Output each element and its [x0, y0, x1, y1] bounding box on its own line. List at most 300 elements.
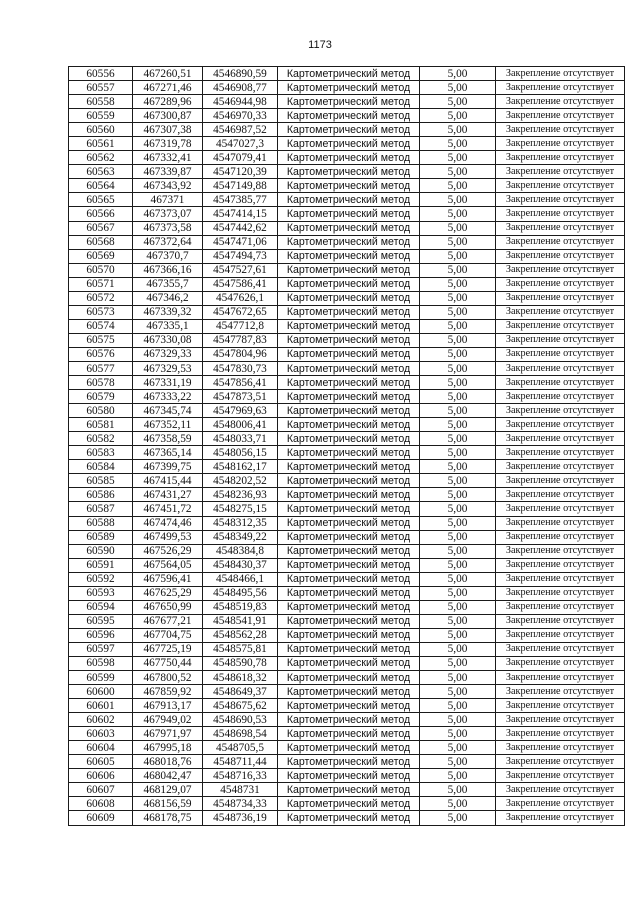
method-cell: Картометрический метод — [278, 109, 420, 123]
accuracy-cell: 5,00 — [420, 446, 496, 460]
x-coordinate-cell: 467913,17 — [133, 699, 203, 713]
fixing-cell: Закрепление отсутствует — [496, 319, 625, 333]
y-coordinate-cell: 4547527,61 — [203, 263, 278, 277]
table-row — [69, 586, 625, 600]
method-cell: Картометрический метод — [278, 713, 420, 727]
fixing-cell: Закрепление отсутствует — [496, 95, 625, 109]
accuracy-cell: 5,00 — [420, 151, 496, 165]
x-coordinate-cell: 467329,33 — [133, 347, 203, 361]
x-coordinate-cell: 467333,22 — [133, 390, 203, 404]
fixing-cell: Закрепление отсутствует — [496, 544, 625, 558]
x-coordinate-cell: 467596,41 — [133, 572, 203, 586]
x-coordinate-cell: 467474,46 — [133, 516, 203, 530]
accuracy-cell: 5,00 — [420, 614, 496, 628]
x-coordinate-cell: 467725,19 — [133, 642, 203, 656]
table-row — [69, 755, 625, 769]
accuracy-cell: 5,00 — [420, 699, 496, 713]
x-coordinate-cell: 467343,92 — [133, 179, 203, 193]
method-cell: Картометрический метод — [278, 516, 420, 530]
point-number-cell: 60560 — [69, 123, 133, 137]
accuracy-cell: 5,00 — [420, 263, 496, 277]
method-cell: Картометрический метод — [278, 123, 420, 137]
point-number-cell: 60598 — [69, 656, 133, 670]
table-row — [69, 642, 625, 656]
point-number-cell: 60585 — [69, 474, 133, 488]
method-cell: Картометрический метод — [278, 797, 420, 811]
y-coordinate-cell: 4547027,3 — [203, 137, 278, 151]
method-cell: Картометрический метод — [278, 221, 420, 235]
method-cell: Картометрический метод — [278, 628, 420, 642]
method-cell: Картометрический метод — [278, 699, 420, 713]
y-coordinate-cell: 4548705,5 — [203, 741, 278, 755]
method-cell: Картометрический метод — [278, 769, 420, 783]
method-cell: Картометрический метод — [278, 586, 420, 600]
fixing-cell: Закрепление отсутствует — [496, 207, 625, 221]
point-number-cell: 60586 — [69, 488, 133, 502]
table-row — [69, 797, 625, 811]
table-row — [69, 741, 625, 755]
method-cell: Картометрический метод — [278, 319, 420, 333]
accuracy-cell: 5,00 — [420, 628, 496, 642]
y-coordinate-cell: 4548736,19 — [203, 811, 278, 825]
table-row — [69, 193, 625, 207]
table-row — [69, 488, 625, 502]
method-cell: Картометрический метод — [278, 474, 420, 488]
fixing-cell: Закрепление отсутствует — [496, 530, 625, 544]
point-number-cell: 60581 — [69, 418, 133, 432]
fixing-cell: Закрепление отсутствует — [496, 165, 625, 179]
x-coordinate-cell: 467355,7 — [133, 277, 203, 291]
table-row — [69, 418, 625, 432]
fixing-cell: Закрепление отсутствует — [496, 671, 625, 685]
point-number-cell: 60584 — [69, 460, 133, 474]
fixing-cell: Закрепление отсутствует — [496, 488, 625, 502]
accuracy-cell: 5,00 — [420, 558, 496, 572]
table-row — [69, 67, 625, 81]
x-coordinate-cell: 468018,76 — [133, 755, 203, 769]
y-coordinate-cell: 4548495,56 — [203, 586, 278, 600]
x-coordinate-cell: 467373,58 — [133, 221, 203, 235]
method-cell: Картометрический метод — [278, 404, 420, 418]
table-row — [69, 685, 625, 699]
fixing-cell: Закрепление отсутствует — [496, 614, 625, 628]
accuracy-cell: 5,00 — [420, 109, 496, 123]
fixing-cell: Закрепление отсутствует — [496, 797, 625, 811]
accuracy-cell: 5,00 — [420, 67, 496, 81]
x-coordinate-cell: 467330,08 — [133, 333, 203, 347]
accuracy-cell: 5,00 — [420, 713, 496, 727]
method-cell: Картометрический метод — [278, 67, 420, 81]
method-cell: Картометрический метод — [278, 263, 420, 277]
method-cell: Картометрический метод — [278, 488, 420, 502]
x-coordinate-cell: 467366,16 — [133, 263, 203, 277]
y-coordinate-cell: 4548236,93 — [203, 488, 278, 502]
accuracy-cell: 5,00 — [420, 727, 496, 741]
x-coordinate-cell: 467339,32 — [133, 305, 203, 319]
x-coordinate-cell: 467564,05 — [133, 558, 203, 572]
table-row — [69, 235, 625, 249]
accuracy-cell: 5,00 — [420, 81, 496, 95]
accuracy-cell: 5,00 — [420, 797, 496, 811]
method-cell: Картометрический метод — [278, 333, 420, 347]
point-number-cell: 60569 — [69, 249, 133, 263]
fixing-cell: Закрепление отсутствует — [496, 656, 625, 670]
fixing-cell: Закрепление отсутствует — [496, 67, 625, 81]
fixing-cell: Закрепление отсутствует — [496, 572, 625, 586]
point-number-cell: 60579 — [69, 390, 133, 404]
x-coordinate-cell: 467451,72 — [133, 502, 203, 516]
x-coordinate-cell: 467370,7 — [133, 249, 203, 263]
x-coordinate-cell: 467625,29 — [133, 586, 203, 600]
fixing-cell: Закрепление отсутствует — [496, 516, 625, 530]
point-number-cell: 60583 — [69, 446, 133, 460]
table-row — [69, 502, 625, 516]
point-number-cell: 60582 — [69, 432, 133, 446]
point-number-cell: 60608 — [69, 797, 133, 811]
method-cell: Картометрический метод — [278, 151, 420, 165]
accuracy-cell: 5,00 — [420, 95, 496, 109]
fixing-cell: Закрепление отсутствует — [496, 277, 625, 291]
fixing-cell: Закрепление отсутствует — [496, 642, 625, 656]
method-cell: Картометрический метод — [278, 572, 420, 586]
y-coordinate-cell: 4547626,1 — [203, 291, 278, 305]
fixing-cell: Закрепление отсутствует — [496, 361, 625, 375]
table-row — [69, 530, 625, 544]
table-row — [69, 361, 625, 375]
point-number-cell: 60577 — [69, 361, 133, 375]
x-coordinate-cell: 467499,53 — [133, 530, 203, 544]
table-row — [69, 319, 625, 333]
y-coordinate-cell: 4547414,15 — [203, 207, 278, 221]
x-coordinate-cell: 467859,92 — [133, 685, 203, 699]
accuracy-cell: 5,00 — [420, 516, 496, 530]
fixing-cell: Закрепление отсутствует — [496, 404, 625, 418]
y-coordinate-cell: 4546970,33 — [203, 109, 278, 123]
x-coordinate-cell: 467415,44 — [133, 474, 203, 488]
x-coordinate-cell: 467345,74 — [133, 404, 203, 418]
fixing-cell: Закрепление отсутствует — [496, 727, 625, 741]
y-coordinate-cell: 4547830,73 — [203, 361, 278, 375]
accuracy-cell: 5,00 — [420, 474, 496, 488]
y-coordinate-cell: 4547442,62 — [203, 221, 278, 235]
x-coordinate-cell: 467526,29 — [133, 544, 203, 558]
fixing-cell: Закрепление отсутствует — [496, 460, 625, 474]
table-row — [69, 347, 625, 361]
fixing-cell: Закрепление отсутствует — [496, 474, 625, 488]
point-number-cell: 60603 — [69, 727, 133, 741]
method-cell: Картометрический метод — [278, 305, 420, 319]
method-cell: Картометрический метод — [278, 207, 420, 221]
y-coordinate-cell: 4547672,65 — [203, 305, 278, 319]
y-coordinate-cell: 4548033,71 — [203, 432, 278, 446]
point-number-cell: 60566 — [69, 207, 133, 221]
x-coordinate-cell: 467319,78 — [133, 137, 203, 151]
point-number-cell: 60595 — [69, 614, 133, 628]
fixing-cell: Закрепление отсутствует — [496, 376, 625, 390]
point-number-cell: 60599 — [69, 671, 133, 685]
y-coordinate-cell: 4548575,81 — [203, 642, 278, 656]
method-cell: Картометрический метод — [278, 277, 420, 291]
y-coordinate-cell: 4548618,32 — [203, 671, 278, 685]
fixing-cell: Закрепление отсутствует — [496, 151, 625, 165]
y-coordinate-cell: 4548711,44 — [203, 755, 278, 769]
fixing-cell: Закрепление отсутствует — [496, 586, 625, 600]
table-row — [69, 151, 625, 165]
y-coordinate-cell: 4548675,62 — [203, 699, 278, 713]
method-cell: Картометрический метод — [278, 361, 420, 375]
accuracy-cell: 5,00 — [420, 249, 496, 263]
fixing-cell: Закрепление отсутствует — [496, 390, 625, 404]
point-number-cell: 60602 — [69, 713, 133, 727]
y-coordinate-cell: 4547385,77 — [203, 193, 278, 207]
x-coordinate-cell: 467289,96 — [133, 95, 203, 109]
table-row — [69, 811, 625, 825]
method-cell: Картометрический метод — [278, 165, 420, 179]
table-row — [69, 207, 625, 221]
y-coordinate-cell: 4546890,59 — [203, 67, 278, 81]
fixing-cell: Закрепление отсутствует — [496, 109, 625, 123]
table-row — [69, 769, 625, 783]
accuracy-cell: 5,00 — [420, 432, 496, 446]
accuracy-cell: 5,00 — [420, 811, 496, 825]
method-cell: Картометрический метод — [278, 137, 420, 151]
accuracy-cell: 5,00 — [420, 376, 496, 390]
y-coordinate-cell: 4548519,83 — [203, 600, 278, 614]
table-row — [69, 123, 625, 137]
accuracy-cell: 5,00 — [420, 193, 496, 207]
method-cell: Картометрический метод — [278, 614, 420, 628]
table-row — [69, 671, 625, 685]
method-cell: Картометрический метод — [278, 600, 420, 614]
y-coordinate-cell: 4547856,41 — [203, 376, 278, 390]
point-number-cell: 60591 — [69, 558, 133, 572]
accuracy-cell: 5,00 — [420, 572, 496, 586]
y-coordinate-cell: 4548312,35 — [203, 516, 278, 530]
accuracy-cell: 5,00 — [420, 319, 496, 333]
accuracy-cell: 5,00 — [420, 600, 496, 614]
point-number-cell: 60559 — [69, 109, 133, 123]
table-row — [69, 572, 625, 586]
x-coordinate-cell: 467431,27 — [133, 488, 203, 502]
method-cell: Картометрический метод — [278, 544, 420, 558]
table-row — [69, 446, 625, 460]
accuracy-cell: 5,00 — [420, 390, 496, 404]
method-cell: Картометрический метод — [278, 727, 420, 741]
point-number-cell: 60576 — [69, 347, 133, 361]
x-coordinate-cell: 467300,87 — [133, 109, 203, 123]
x-coordinate-cell: 467365,14 — [133, 446, 203, 460]
y-coordinate-cell: 4547149,88 — [203, 179, 278, 193]
point-number-cell: 60605 — [69, 755, 133, 769]
table-row — [69, 460, 625, 474]
x-coordinate-cell: 467307,38 — [133, 123, 203, 137]
point-number-cell: 60590 — [69, 544, 133, 558]
table-row — [69, 544, 625, 558]
point-number-cell: 60563 — [69, 165, 133, 179]
accuracy-cell: 5,00 — [420, 207, 496, 221]
method-cell: Картометрический метод — [278, 390, 420, 404]
table-row — [69, 432, 625, 446]
fixing-cell: Закрепление отсутствует — [496, 333, 625, 347]
method-cell: Картометрический метод — [278, 656, 420, 670]
accuracy-cell: 5,00 — [420, 277, 496, 291]
table-body — [69, 67, 625, 826]
fixing-cell: Закрепление отсутствует — [496, 741, 625, 755]
table-row — [69, 221, 625, 235]
point-number-cell: 60596 — [69, 628, 133, 642]
y-coordinate-cell: 4548562,28 — [203, 628, 278, 642]
table-row — [69, 656, 625, 670]
fixing-cell: Закрепление отсутствует — [496, 628, 625, 642]
table-row — [69, 713, 625, 727]
table-row — [69, 109, 625, 123]
accuracy-cell: 5,00 — [420, 502, 496, 516]
y-coordinate-cell: 4548590,78 — [203, 656, 278, 670]
fixing-cell: Закрепление отсутствует — [496, 713, 625, 727]
accuracy-cell: 5,00 — [420, 235, 496, 249]
x-coordinate-cell: 467399,75 — [133, 460, 203, 474]
table-row — [69, 614, 625, 628]
fixing-cell: Закрепление отсутствует — [496, 179, 625, 193]
point-number-cell: 60587 — [69, 502, 133, 516]
table-row — [69, 81, 625, 95]
fixing-cell: Закрепление отсутствует — [496, 502, 625, 516]
accuracy-cell: 5,00 — [420, 333, 496, 347]
method-cell: Картометрический метод — [278, 755, 420, 769]
fixing-cell: Закрепление отсутствует — [496, 418, 625, 432]
accuracy-cell: 5,00 — [420, 656, 496, 670]
accuracy-cell: 5,00 — [420, 361, 496, 375]
table-row — [69, 390, 625, 404]
x-coordinate-cell: 467650,99 — [133, 600, 203, 614]
x-coordinate-cell: 467949,02 — [133, 713, 203, 727]
accuracy-cell: 5,00 — [420, 544, 496, 558]
y-coordinate-cell: 4548275,15 — [203, 502, 278, 516]
method-cell: Картометрический метод — [278, 783, 420, 797]
accuracy-cell: 5,00 — [420, 741, 496, 755]
point-number-cell: 60578 — [69, 376, 133, 390]
y-coordinate-cell: 4547712,8 — [203, 319, 278, 333]
fixing-cell: Закрепление отсутствует — [496, 347, 625, 361]
accuracy-cell: 5,00 — [420, 418, 496, 432]
coordinates-table — [68, 66, 625, 826]
fixing-cell: Закрепление отсутствует — [496, 249, 625, 263]
y-coordinate-cell: 4548384,8 — [203, 544, 278, 558]
y-coordinate-cell: 4548734,33 — [203, 797, 278, 811]
table-row — [69, 179, 625, 193]
point-number-cell: 60568 — [69, 235, 133, 249]
table-row — [69, 165, 625, 179]
fixing-cell: Закрепление отсутствует — [496, 558, 625, 572]
method-cell: Картометрический метод — [278, 502, 420, 516]
method-cell: Картометрический метод — [278, 811, 420, 825]
y-coordinate-cell: 4548162,17 — [203, 460, 278, 474]
x-coordinate-cell: 468156,59 — [133, 797, 203, 811]
point-number-cell: 60601 — [69, 699, 133, 713]
table-row — [69, 783, 625, 797]
x-coordinate-cell: 467329,53 — [133, 361, 203, 375]
x-coordinate-cell: 467346,2 — [133, 291, 203, 305]
accuracy-cell: 5,00 — [420, 165, 496, 179]
point-number-cell: 60558 — [69, 95, 133, 109]
x-coordinate-cell: 467260,51 — [133, 67, 203, 81]
point-number-cell: 60571 — [69, 277, 133, 291]
y-coordinate-cell: 4547471,06 — [203, 235, 278, 249]
method-cell: Картометрический метод — [278, 685, 420, 699]
table-row — [69, 600, 625, 614]
x-coordinate-cell: 467372,64 — [133, 235, 203, 249]
point-number-cell: 60565 — [69, 193, 133, 207]
y-coordinate-cell: 4548349,22 — [203, 530, 278, 544]
accuracy-cell: 5,00 — [420, 586, 496, 600]
method-cell: Картометрический метод — [278, 432, 420, 446]
y-coordinate-cell: 4547804,96 — [203, 347, 278, 361]
accuracy-cell: 5,00 — [420, 460, 496, 474]
x-coordinate-cell: 467352,11 — [133, 418, 203, 432]
table-row — [69, 558, 625, 572]
fixing-cell: Закрепление отсутствует — [496, 221, 625, 235]
point-number-cell: 60593 — [69, 586, 133, 600]
y-coordinate-cell: 4547873,51 — [203, 390, 278, 404]
y-coordinate-cell: 4548541,91 — [203, 614, 278, 628]
y-coordinate-cell: 4548690,53 — [203, 713, 278, 727]
point-number-cell: 60606 — [69, 769, 133, 783]
point-number-cell: 60607 — [69, 783, 133, 797]
accuracy-cell: 5,00 — [420, 671, 496, 685]
method-cell: Картометрический метод — [278, 95, 420, 109]
accuracy-cell: 5,00 — [420, 404, 496, 418]
point-number-cell: 60564 — [69, 179, 133, 193]
point-number-cell: 60574 — [69, 319, 133, 333]
y-coordinate-cell: 4548202,52 — [203, 474, 278, 488]
accuracy-cell: 5,00 — [420, 347, 496, 361]
y-coordinate-cell: 4548716,33 — [203, 769, 278, 783]
fixing-cell: Закрепление отсутствует — [496, 811, 625, 825]
method-cell: Картометрический метод — [278, 558, 420, 572]
point-number-cell: 60588 — [69, 516, 133, 530]
y-coordinate-cell: 4548698,54 — [203, 727, 278, 741]
x-coordinate-cell: 468178,75 — [133, 811, 203, 825]
fixing-cell: Закрепление отсутствует — [496, 137, 625, 151]
accuracy-cell: 5,00 — [420, 221, 496, 235]
point-number-cell: 60562 — [69, 151, 133, 165]
y-coordinate-cell: 4548056,15 — [203, 446, 278, 460]
fixing-cell: Закрепление отсутствует — [496, 123, 625, 137]
fixing-cell: Закрепление отсутствует — [496, 81, 625, 95]
fixing-cell: Закрепление отсутствует — [496, 193, 625, 207]
method-cell: Картометрический метод — [278, 671, 420, 685]
method-cell: Картометрический метод — [278, 418, 420, 432]
y-coordinate-cell: 4547120,39 — [203, 165, 278, 179]
method-cell: Картометрический метод — [278, 193, 420, 207]
fixing-cell: Закрепление отсутствует — [496, 263, 625, 277]
method-cell: Картометрический метод — [278, 235, 420, 249]
y-coordinate-cell: 4548430,37 — [203, 558, 278, 572]
point-number-cell: 60556 — [69, 67, 133, 81]
accuracy-cell: 5,00 — [420, 642, 496, 656]
table-row — [69, 277, 625, 291]
table-row — [69, 333, 625, 347]
y-coordinate-cell: 4547969,63 — [203, 404, 278, 418]
point-number-cell: 60570 — [69, 263, 133, 277]
x-coordinate-cell: 467358,59 — [133, 432, 203, 446]
fixing-cell: Закрепление отсутствует — [496, 235, 625, 249]
y-coordinate-cell: 4547586,41 — [203, 277, 278, 291]
x-coordinate-cell: 467750,44 — [133, 656, 203, 670]
x-coordinate-cell: 467339,87 — [133, 165, 203, 179]
table-row — [69, 305, 625, 319]
table-row — [69, 699, 625, 713]
